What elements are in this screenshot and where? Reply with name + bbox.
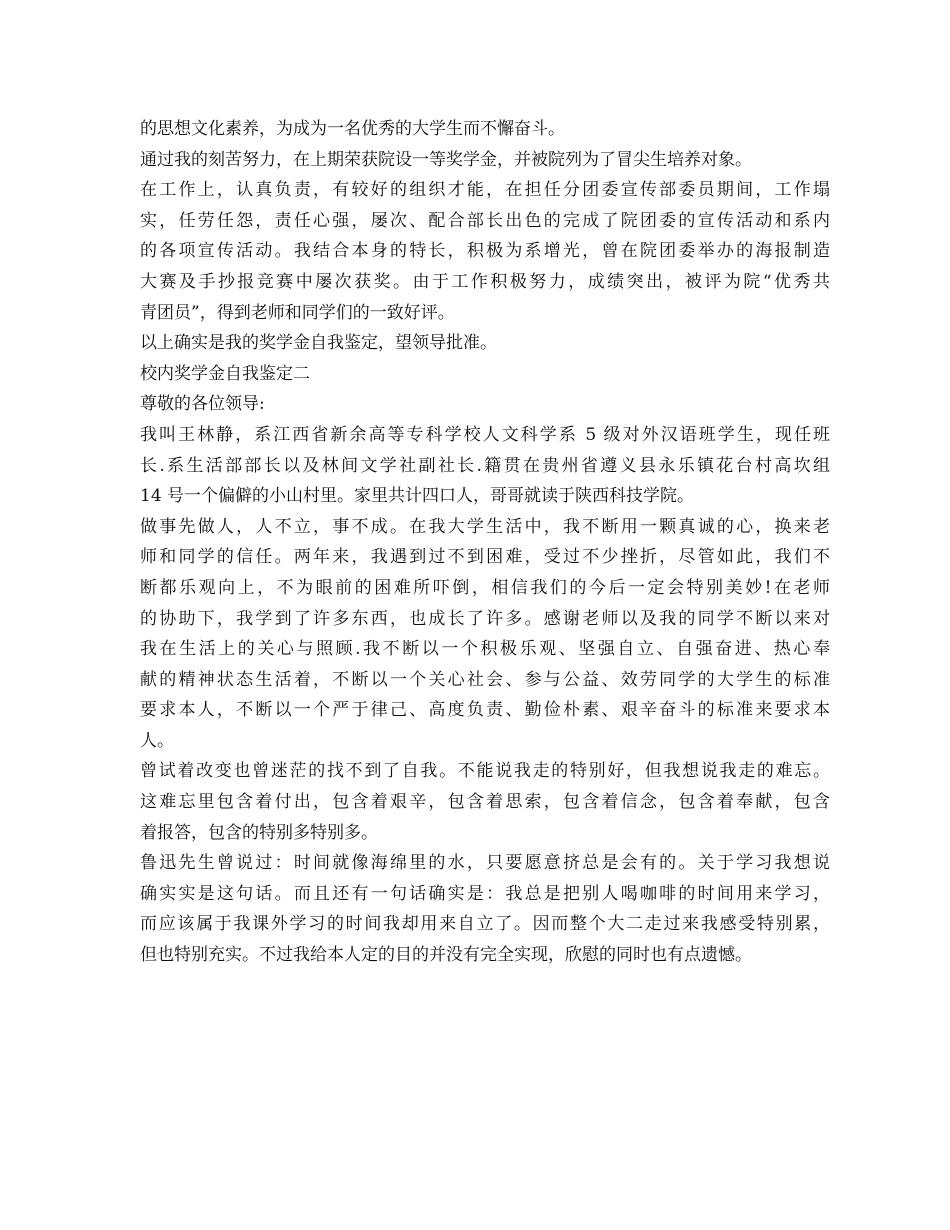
text-line: 确实实是这句话。而且还有一句话确实是：我总是把别人喝咖啡的时间用来学习，	[140, 883, 830, 904]
paragraph	[140, 145, 830, 176]
text-line: 14 号一个偏僻的小山村里。家里共计四口人，哥哥就读于陕西科技学院。	[140, 486, 695, 507]
paragraph	[140, 756, 830, 848]
text-line: 尊敬的各位领导:	[140, 394, 265, 415]
paragraph	[140, 328, 830, 359]
text-line: 青团员”，得到老师和同学们的一致好评。	[140, 302, 455, 323]
paragraph	[140, 359, 830, 390]
text-line: 曾试着改变也曾迷茫的找不到了自我。不能说我走的特别好，但我想说我走的难忘。	[140, 761, 830, 782]
paragraph	[140, 848, 830, 970]
paragraph	[140, 420, 830, 512]
text-line: 鲁迅先生曾说过：时间就像海绵里的水，只要愿意挤总是会有的。关于学习我想说	[140, 853, 830, 874]
paragraph	[140, 114, 830, 145]
text-line: 在工作上，认真负责，有较好的组织才能，在担任分团委宣传部委员期间，工作塌	[140, 180, 830, 201]
text-line: 我在生活上的关心与照顾.我不断以一个积极乐观、坚强自立、自强奋进、热心奉	[140, 639, 830, 660]
text-line: 着报答，包含的特别多特别多。	[140, 822, 378, 843]
text-line: 要求本人，不断以一个严于律己、高度负责、勤俭朴素、艰辛奋斗的标准来要求本	[140, 700, 830, 721]
text-line: 献的精神状态生活着，不断以一个关心社会、参与公益、效劳同学的大学生的标准	[140, 669, 830, 690]
text-line: 长.系生活部部长以及林间文学社副社长.籍贯在贵州省遵义县永乐镇花台村高坎组	[140, 455, 830, 476]
text-line: 的思想文化素养，为成为一名优秀的大学生而不懈奋斗。	[140, 119, 565, 139]
paragraph	[140, 175, 830, 328]
text-line: 大赛及手抄报竞赛中屡次获奖。由于工作积极努力，成绩突出，被评为院“优秀共	[140, 271, 830, 292]
text-line: 师和同学的信任。两年来，我遇到过不到困难，受过不少挫折，尽管如此，我们不	[140, 547, 830, 568]
text-line: 而应该属于我课外学习的时间我却用来自立了。因而整个大二走过来我感受特别累，	[140, 914, 830, 935]
text-line: 通过我的刻苦努力，在上期荣获院设一等奖学金，并被院列为了冒尖生培养对象。	[140, 149, 752, 170]
paragraph	[140, 389, 830, 420]
text-line: 断都乐观向上，不为眼前的困难所吓倒，相信我们的今后一定会特别美妙!在老师	[140, 577, 830, 598]
text-line: 做事先做人，人不立，事不成。在我大学生活中，我不断用一颗真诚的心，换来老	[140, 516, 830, 537]
paragraph	[140, 512, 830, 757]
text-line: 我叫王林静，系江西省新余高等专科学校人文科学系 5 级对外汉语班学生，现任班	[140, 424, 830, 445]
document-body	[140, 114, 830, 971]
text-line: 的各项宣传活动。我结合本身的特长，积极为系增光，曾在院团委举办的海报制造	[140, 241, 830, 262]
text-line: 的协助下，我学到了许多东西，也成长了许多。感谢老师以及我的同学不断以来对	[140, 608, 830, 629]
text-line: 人。	[140, 730, 174, 751]
text-line: 实，任劳任怨，责任心强，屡次、配合部长出色的完成了院团委的宣传活动和系内	[140, 210, 830, 231]
text-line: 以上确实是我的奖学金自我鉴定，望领导批准。	[140, 333, 497, 354]
text-line: 这难忘里包含着付出，包含着艰辛，包含着思索，包含着信念，包含着奉献，包含	[140, 792, 830, 813]
text-line: 校内奖学金自我鉴定二	[140, 363, 310, 384]
text-line: 但也特别充实。不过我给本人定的目的并没有完全实现，欣慰的同时也有点遗憾。	[140, 945, 752, 966]
